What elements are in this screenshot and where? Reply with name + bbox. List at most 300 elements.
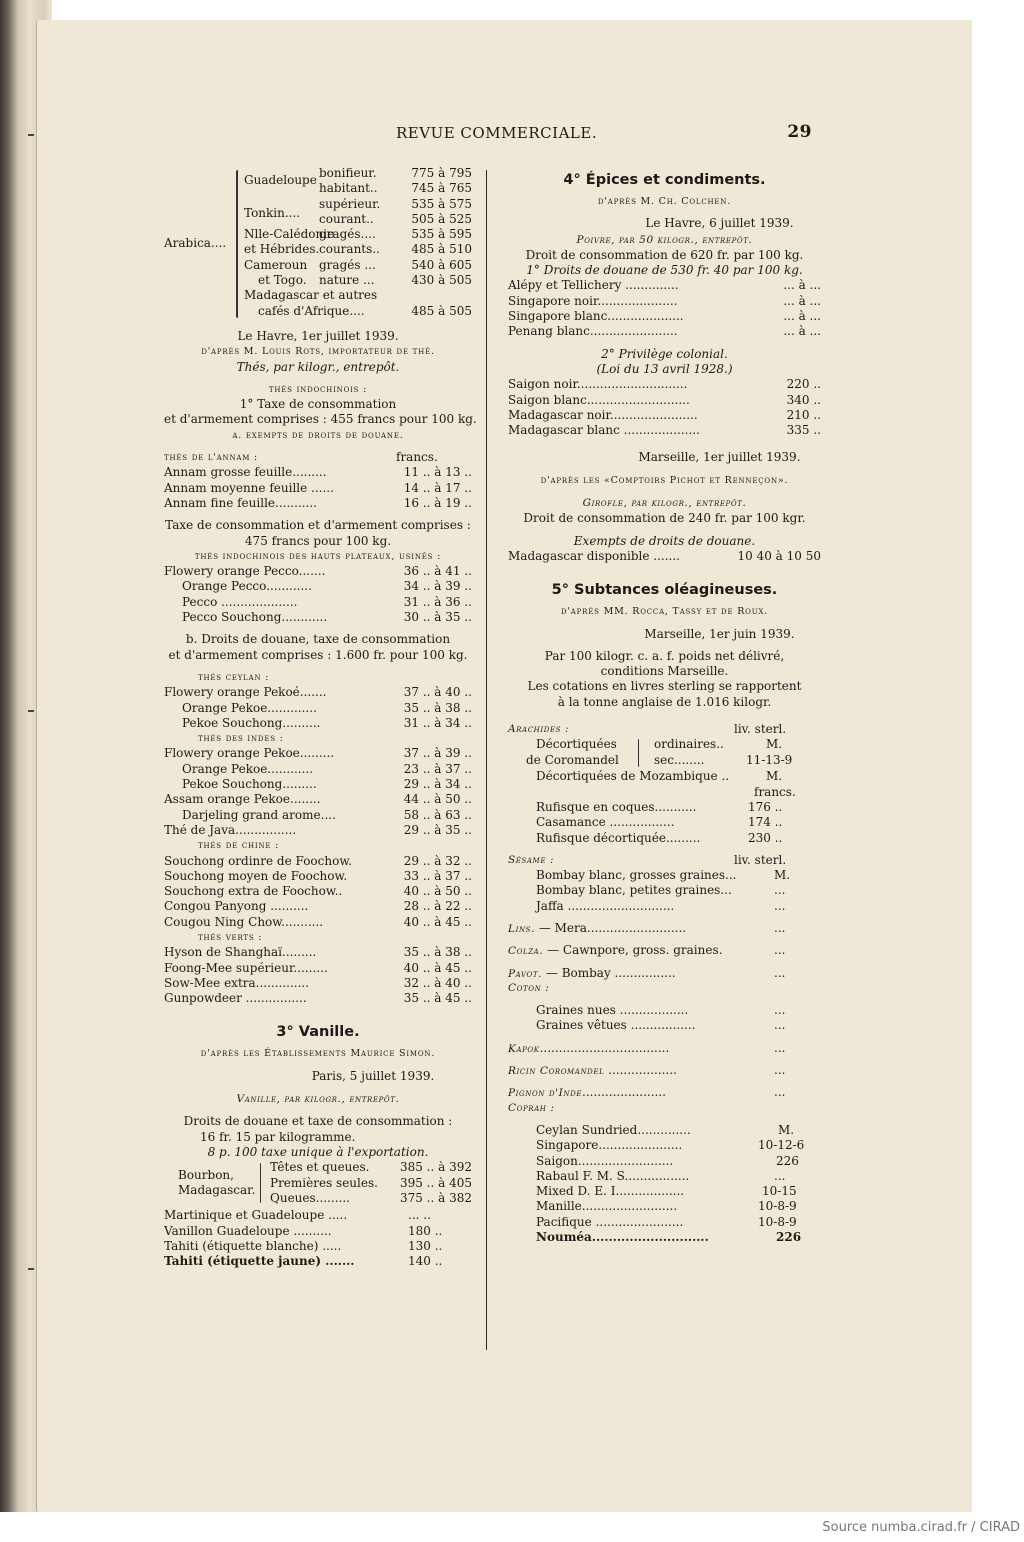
bourbon-block xyxy=(164,1160,472,1208)
section-title-row xyxy=(508,722,821,737)
arabica-origin: Guadeloupe xyxy=(244,173,317,187)
oil-name: Décortiquées de Mozambique .. xyxy=(536,769,730,784)
vanille-intro-text: Vanille, par kilogr., entrepôt. xyxy=(236,1093,400,1106)
madagascar-label-2: cafés d'Afrique.... xyxy=(258,303,365,318)
oil-price: 226 xyxy=(776,1230,802,1245)
tea-price: 29 .. à 32 .. xyxy=(403,853,472,868)
bourbon-label xyxy=(178,1168,255,1198)
indochinois-title: thés indochinois : xyxy=(268,383,368,395)
tea-price: 28 .. à 22 .. xyxy=(403,899,472,914)
arabica-price: 430 à 505 xyxy=(411,273,472,288)
tea-name: Foong-Mee supérieur......... xyxy=(164,960,328,975)
vanille-row xyxy=(164,1224,472,1239)
liv-sterl-label: liv. sterl. xyxy=(734,852,787,867)
tea-name: Darjeling grand arome.... xyxy=(182,807,336,822)
tea-name: Flowery orange Pekoé....... xyxy=(164,685,327,700)
oil-price: 226 xyxy=(776,1153,799,1168)
arabica-price: 540 à 605 xyxy=(411,257,472,272)
tea-price: 30 .. à 35 .. xyxy=(403,610,472,625)
tea-price: 29 .. à 35 .. xyxy=(403,822,472,837)
tea-price: 14 .. à 17 .. xyxy=(403,480,472,495)
vanille-name: Martinique et Guadeloupe ..... xyxy=(164,1208,348,1223)
arabica-price: 505 à 525 xyxy=(411,211,472,226)
hauts-title: thés indochinois des hauts plateaux, usinés : xyxy=(194,550,442,562)
oil-name: Jaffa ............................ xyxy=(536,898,675,913)
arabica-rows xyxy=(244,166,472,319)
arabica-origin: Cameroun xyxy=(244,257,308,272)
arabica-grade: nature ... xyxy=(319,273,375,288)
oil-price: ... xyxy=(774,943,786,958)
tea-price: 16 .. à 19 .. xyxy=(403,495,472,510)
francs-label: francs. xyxy=(754,784,796,799)
bourbon-price: 385 .. à 392 xyxy=(399,1160,472,1175)
sesame-title: Sésame : xyxy=(508,853,555,866)
tea-price: 35 .. à 45 .. xyxy=(403,991,472,1006)
spice-name: Saigon noir............................. xyxy=(508,377,688,392)
poivre-intro-text: Poivre, par 50 kilogr., entrepôt. xyxy=(576,233,753,246)
arabica-row xyxy=(244,181,472,196)
oleagineuses-heading: 5° Subtances oléagineuses. xyxy=(551,582,778,599)
tea-row xyxy=(164,746,472,761)
liv-sterl-label: liv. sterl. xyxy=(734,722,787,737)
spice-row xyxy=(508,408,821,423)
oil-name: Ceylan Sundried.............. xyxy=(536,1122,691,1137)
arabica-origin: Nlle-Calédonie xyxy=(244,227,335,242)
tea-name: Orange Pekoe............. xyxy=(182,700,317,715)
epices-source: d'après M. Ch. Colchen. xyxy=(597,196,732,207)
francs-row xyxy=(508,785,821,800)
coton-title: Coton : xyxy=(508,981,550,994)
spice-price: ... à ... xyxy=(783,278,821,293)
vanille-price: 130 .. xyxy=(408,1238,443,1253)
oil-row xyxy=(508,966,821,981)
oil-row xyxy=(508,1063,821,1078)
oil-name: Rabaul F. M. S................. xyxy=(536,1168,690,1183)
oleagineuses-intro-3: Les cotations en livres sterling se rapportent xyxy=(527,679,802,694)
kapok-text: .................................. xyxy=(539,1040,670,1055)
oil-row xyxy=(508,899,821,914)
bourbon-row xyxy=(270,1191,472,1206)
oil-price: 10-15 xyxy=(762,1184,797,1199)
arabica-price: 775 à 795 xyxy=(411,166,472,180)
taxe2-line2: 475 francs pour 100 kg. xyxy=(244,533,392,548)
tea-name: Gunpowdeer ................ xyxy=(164,991,307,1006)
spice-price: 210 .. xyxy=(786,407,821,422)
tea-row xyxy=(164,945,472,960)
tea-name: Souchong ordinre de Foochow. xyxy=(164,853,352,868)
oil-row xyxy=(508,1215,821,1230)
spice-row xyxy=(508,549,821,564)
margin-mark xyxy=(28,710,34,718)
vanille-taxe: 8 p. 100 taxe unique à l'exportation. xyxy=(207,1144,429,1159)
margin-mark xyxy=(28,134,34,142)
tea-price: 29 .. à 34 .. xyxy=(403,777,472,792)
arabica-grade: supérieur. xyxy=(319,196,381,211)
right-column xyxy=(508,166,821,1245)
oil-row xyxy=(508,800,821,815)
oil-price: ... xyxy=(774,1168,786,1183)
arachides-brace xyxy=(638,739,639,767)
journal-title: REVUE COMMERCIALE. xyxy=(396,124,598,142)
pignon-text: ...................... xyxy=(582,1085,666,1100)
girofle-droit: Droit de consommation de 240 fr. par 100 kgr. xyxy=(523,511,806,526)
coprah-title: Coprah : xyxy=(508,1101,555,1114)
oil-name: Casamance ................. xyxy=(536,815,675,830)
oil-name: Rufisque en coques........... xyxy=(536,799,697,814)
vanille-place-date: Paris, 5 juillet 1939. xyxy=(311,1068,435,1083)
oil-row xyxy=(508,1199,821,1214)
tea-row xyxy=(164,579,472,594)
tea-name: Orange Pekoe............ xyxy=(182,761,314,776)
kapok-label: Kapok xyxy=(508,1042,540,1055)
tea-name: Annam moyenne feuille ...... xyxy=(164,480,334,495)
spice-price: 10 40 à 10 50 xyxy=(737,548,821,563)
ricin-label: Ricin Coromandel xyxy=(508,1065,605,1078)
ceylan-title: thés ceylan : xyxy=(198,671,270,683)
tea-price: 37 .. à 39 .. xyxy=(403,746,472,761)
tea-price: 33 .. à 37 .. xyxy=(403,868,472,883)
pavot-label: Pavot. xyxy=(508,967,543,980)
lins-text: — Mera.......................... xyxy=(535,920,687,935)
bourbon-grade: Queues......... xyxy=(270,1190,350,1205)
pignon-label: Pignon d'Inde xyxy=(508,1087,583,1100)
oil-price: M. xyxy=(774,868,791,883)
oil-name: Saigon......................... xyxy=(536,1153,674,1168)
oil-row xyxy=(508,1169,821,1184)
privilege-loi: (Loi du 13 avril 1928.) xyxy=(596,361,733,376)
oil-row xyxy=(508,868,821,883)
tea-row xyxy=(164,595,472,610)
tea-name: Assam orange Pekoe........ xyxy=(164,792,321,807)
tea-row xyxy=(164,792,472,807)
arabica-origin: et Togo. xyxy=(258,273,307,288)
arabica-row xyxy=(244,258,472,273)
oil-name: Bombay blanc, petites graines... xyxy=(536,883,732,898)
pavot-text: — Bombay ................ xyxy=(542,965,676,980)
tea-row xyxy=(164,564,472,579)
tea-name: Thé de Java................ xyxy=(164,822,297,837)
spice-row xyxy=(508,377,821,392)
tea-name: Souchong extra de Foochow.. xyxy=(164,884,343,899)
oil-price: ... xyxy=(774,898,786,913)
ricin-text: .................. xyxy=(604,1063,677,1078)
oleagineuses-intro-2: conditions Marseille. xyxy=(600,664,729,679)
oil-row xyxy=(508,1123,821,1138)
bourbon-grade: Premières seules. xyxy=(270,1175,378,1190)
arabica-grade: gragés ... xyxy=(319,257,376,272)
tea-row xyxy=(164,481,472,496)
section-title-row xyxy=(508,981,821,996)
spice-row xyxy=(508,278,821,293)
column-divider xyxy=(486,170,487,1350)
oil-row xyxy=(508,1138,821,1153)
arabica-row xyxy=(244,273,472,288)
oil-price: ... xyxy=(774,1040,786,1055)
arachides-title: Arachides : xyxy=(508,723,570,736)
tea-row xyxy=(164,976,472,991)
bourbon-label-1: Bourbon, xyxy=(178,1168,234,1183)
vanille-heading: 3° Vanille. xyxy=(276,1024,360,1041)
vanille-name: Tahiti (étiquette jaune) ....... xyxy=(164,1254,355,1269)
tea-price: 34 .. à 39 .. xyxy=(403,579,472,594)
taxe-text: et d'armement comprises : 455 francs pour 100 kg. xyxy=(164,412,477,427)
section-title-row xyxy=(508,1101,821,1116)
tea-row xyxy=(164,762,472,777)
tea-name: Flowery orange Pekoe......... xyxy=(164,746,335,761)
tea-row xyxy=(164,610,472,625)
oil-row xyxy=(508,815,821,830)
tea-price: 32 .. à 40 .. xyxy=(403,975,472,990)
arabica-origin: Tonkin.... xyxy=(244,205,301,220)
bourbon-rows xyxy=(270,1160,472,1206)
oil-row xyxy=(508,831,821,846)
tea-row xyxy=(164,991,472,1006)
arabica-price: 485 à 505 xyxy=(411,303,472,318)
oil-name: Nouméa............................ xyxy=(536,1230,709,1245)
arachides-ord: ordinaires.. xyxy=(654,737,724,752)
section-title-row xyxy=(164,930,472,945)
spice-row xyxy=(508,294,821,309)
spice-price: ... à ... xyxy=(783,293,821,308)
spice-name: Madagascar disponible ....... xyxy=(508,548,680,563)
oil-price: M. xyxy=(766,769,783,784)
arachides-sec-price: 11-13-9 xyxy=(746,752,793,767)
tea-name: Orange Pecco............ xyxy=(182,579,312,594)
spice-row xyxy=(508,393,821,408)
tea-row xyxy=(164,899,472,914)
bourbon-row xyxy=(270,1160,472,1175)
tea-row xyxy=(164,961,472,976)
arabica-price: 745 à 765 xyxy=(411,181,472,196)
arabica-row xyxy=(244,227,472,242)
tea-name: Flowery orange Pecco....... xyxy=(164,564,326,579)
oil-price: ... xyxy=(774,1063,786,1078)
tea-price: 31 .. à 34 .. xyxy=(403,715,472,730)
tea-row xyxy=(164,915,472,930)
girofle-source: d'après les «Comptoirs Pichot et Renneçon». xyxy=(540,474,789,486)
oil-price: 10-8-9 xyxy=(758,1214,797,1229)
oil-price: ... xyxy=(774,883,786,898)
tea-name: Pecco .................... xyxy=(182,594,298,609)
vanille-name: Tahiti (étiquette blanche) ..... xyxy=(164,1238,342,1253)
droits-line1: b. Droits de douane, taxe de consommation xyxy=(185,632,451,647)
arabica-price: 535 à 595 xyxy=(411,227,472,242)
the-place-date: Le Havre, 1er juillet 1939. xyxy=(237,329,399,343)
source-credit: Source numba.cirad.fr / CIRAD xyxy=(822,1520,1020,1535)
arachides-label-2: de Coromandel xyxy=(526,752,619,767)
tea-row xyxy=(164,465,472,480)
vanille-droits-2: 16 fr. 15 par kilogramme. xyxy=(200,1129,356,1144)
poivre-droit: Droit de consommation de 620 fr. par 100 kg. xyxy=(525,247,804,262)
the-intro: Thés, par kilogr., entrepôt. xyxy=(236,359,400,374)
tea-name: Annam grosse feuille......... xyxy=(164,465,327,480)
tea-name: Pekoe Souchong.......... xyxy=(182,715,321,730)
oil-price: 230 .. xyxy=(748,830,783,845)
tea-price: 37 .. à 40 .. xyxy=(403,685,472,700)
tea-price: 35 .. à 38 .. xyxy=(403,700,472,715)
tea-row xyxy=(164,716,472,731)
tea-price: 40 .. à 45 .. xyxy=(403,914,472,929)
tea-name: Souchong moyen de Foochow. xyxy=(164,868,348,883)
spice-price: ... à ... xyxy=(783,309,821,324)
spice-name: Alépy et Tellichery .............. xyxy=(508,278,679,293)
oil-price: ... xyxy=(774,1018,786,1033)
arabica-row xyxy=(244,242,472,257)
spice-price: 220 .. xyxy=(786,377,821,392)
colza-label: Colza. xyxy=(508,945,544,958)
spice-price: 335 .. xyxy=(786,423,821,438)
oil-price: ... xyxy=(774,965,786,980)
tea-row xyxy=(164,496,472,511)
vanille-price: ... .. xyxy=(408,1208,431,1223)
vanille-price: 140 .. xyxy=(408,1254,443,1269)
oleagineuses-place-date: Marseille, 1er juin 1939. xyxy=(644,626,795,641)
oil-row xyxy=(508,1085,821,1100)
tea-name: Cougou Ning Chow........... xyxy=(164,914,324,929)
oil-price: 174 .. xyxy=(748,815,783,830)
tea-price: 40 .. à 45 .. xyxy=(403,960,472,975)
bourbon-brace xyxy=(260,1163,261,1203)
spice-name: Penang blanc....................... xyxy=(508,324,678,339)
arabica-row xyxy=(244,166,472,187)
section-title-row xyxy=(164,731,472,746)
francs-label: francs. xyxy=(396,450,438,465)
arabica-grade: gragés.... xyxy=(319,227,376,242)
poivre-douane: 1° Droits de douane de 530 fr. 40 par 100 kg. xyxy=(526,263,803,278)
annam-title: thés de l'annam : xyxy=(164,452,259,464)
arabica-row xyxy=(244,205,472,227)
arabica-brace xyxy=(236,170,238,318)
taxe-title: 1° Taxe de consommation xyxy=(239,397,397,412)
oil-name: Bombay blanc, grosses graines... xyxy=(536,868,737,883)
vanille-price: 180 .. xyxy=(408,1223,443,1238)
tea-name: Sow-Mee extra.............. xyxy=(164,975,310,990)
tea-row xyxy=(164,884,472,899)
girofle-place-date: Marseille, 1er juillet 1939. xyxy=(638,450,801,465)
bourbon-price: 395 .. à 405 xyxy=(399,1175,472,1190)
spice-name: Saigon blanc........................... xyxy=(508,392,690,407)
privilege-title: 2° Privilège colonial. xyxy=(601,346,728,361)
spice-row xyxy=(508,423,821,438)
oil-name: Rufisque décortiquée......... xyxy=(536,830,701,845)
arabica-price: 485 à 510 xyxy=(411,242,472,257)
spice-price: ... à ... xyxy=(783,324,821,339)
oil-name: Graines nues .................. xyxy=(536,1003,689,1018)
spice-name: Madagascar blanc .................... xyxy=(508,423,700,438)
spice-row xyxy=(508,324,821,339)
droits-line2: et d'armement comprises : 1.600 fr. pour 100 kg. xyxy=(168,647,468,662)
tea-row xyxy=(164,701,472,716)
madagascar-label: Madagascar et autres xyxy=(244,288,378,303)
oil-row xyxy=(508,883,821,898)
tea-price: 11 .. à 13 .. xyxy=(403,465,472,480)
arabica-origin: et Hébrides. xyxy=(244,242,320,257)
tea-price: 44 .. à 50 .. xyxy=(403,792,472,807)
colza-text: — Cawnpore, gross. graines. xyxy=(543,943,723,958)
vanille-row xyxy=(164,1208,472,1223)
tea-price: 31 .. à 36 .. xyxy=(403,594,472,609)
oil-name: Graines vêtues ................. xyxy=(536,1018,696,1033)
tea-price: 36 .. à 41 .. xyxy=(403,564,472,579)
spice-name: Singapore noir..................... xyxy=(508,293,678,308)
arabica-grade: courant.. xyxy=(319,211,374,226)
vanille-name: Vanillon Guadeloupe .......... xyxy=(164,1223,332,1238)
tea-row xyxy=(164,869,472,884)
chine-title: thés de chine : xyxy=(198,840,280,852)
oil-name: Pacifique ....................... xyxy=(536,1214,684,1229)
oil-price: ... xyxy=(774,1085,786,1100)
bourbon-row xyxy=(270,1176,472,1191)
exempts-title: a. exempts de droits de douane. xyxy=(232,429,404,441)
tea-price: 23 .. à 37 .. xyxy=(403,761,472,776)
tea-name: Congou Panyong .......... xyxy=(164,899,309,914)
tea-row xyxy=(164,777,472,792)
arabica-grade: habitant.. xyxy=(319,181,378,196)
oil-price: ... xyxy=(774,920,786,935)
arabica-label: Arabica.... xyxy=(164,236,227,250)
oil-row xyxy=(508,1154,821,1169)
tea-name: Pecco Souchong............ xyxy=(182,610,328,625)
poivre-intro xyxy=(508,232,821,248)
tea-row xyxy=(164,685,472,700)
oil-name: Singapore...................... xyxy=(536,1138,683,1153)
oil-name: Manille......................... xyxy=(536,1199,678,1214)
oleagineuses-intro-4: à la tonne anglaise de 1.016 kilogr. xyxy=(557,694,772,709)
arachides-block xyxy=(508,737,821,769)
oil-row xyxy=(508,943,821,958)
taxe2-line1: Taxe de consommation et d'armement comprises : xyxy=(165,518,471,533)
oil-name: Mixed D. E. I.................. xyxy=(536,1184,685,1199)
annam-header xyxy=(164,450,472,465)
oil-price: 10-12-6 xyxy=(758,1138,805,1153)
oleagineuses-source: d'après MM. Rocca, Tassy et de Roux. xyxy=(560,606,768,618)
tea-price: 35 .. à 38 .. xyxy=(403,945,472,960)
tea-row xyxy=(164,808,472,823)
oil-row xyxy=(508,1003,821,1018)
bourbon-price: 375 .. à 382 xyxy=(399,1190,472,1205)
oil-row xyxy=(508,1230,821,1245)
arabica-grade: courants.. xyxy=(319,242,380,257)
spice-row xyxy=(508,309,821,324)
bourbon-label-2: Madagascar. xyxy=(178,1183,256,1198)
arabica-row xyxy=(244,288,472,303)
oil-row xyxy=(508,1018,821,1033)
arabica-row xyxy=(244,304,472,319)
oil-row xyxy=(508,1184,821,1199)
vanille-intro xyxy=(164,1091,472,1107)
vanille-row xyxy=(164,1239,472,1254)
arabica-price: 535 à 575 xyxy=(411,196,472,211)
page-number: 29 xyxy=(787,122,812,142)
tea-name: Pekoe Souchong......... xyxy=(182,777,317,792)
oil-price: 176 .. xyxy=(748,799,783,814)
oleagineuses-intro-1: Par 100 kilogr. c. a. f. poids net délivré, xyxy=(544,648,785,663)
oil-price: ... xyxy=(774,1003,786,1018)
section-title-row xyxy=(508,853,821,868)
epices-heading: 4° Épices et condiments. xyxy=(563,172,766,188)
indes-title: thés des indes : xyxy=(198,733,284,745)
left-column xyxy=(164,166,477,1269)
the-source: d'après M. Louis Rots, importateur de thé. xyxy=(201,346,435,358)
arabica-block xyxy=(164,166,472,322)
tea-name: Hyson de Shanghaï......... xyxy=(164,945,317,960)
arachides-label-1: Décortiquées xyxy=(536,737,617,752)
spice-name: Madagascar noir....................... xyxy=(508,407,698,422)
section-title-row xyxy=(164,838,472,853)
tea-price: 40 .. à 50 .. xyxy=(403,884,472,899)
margin-mark xyxy=(28,1268,34,1276)
oil-price: 10-8-9 xyxy=(758,1199,797,1214)
